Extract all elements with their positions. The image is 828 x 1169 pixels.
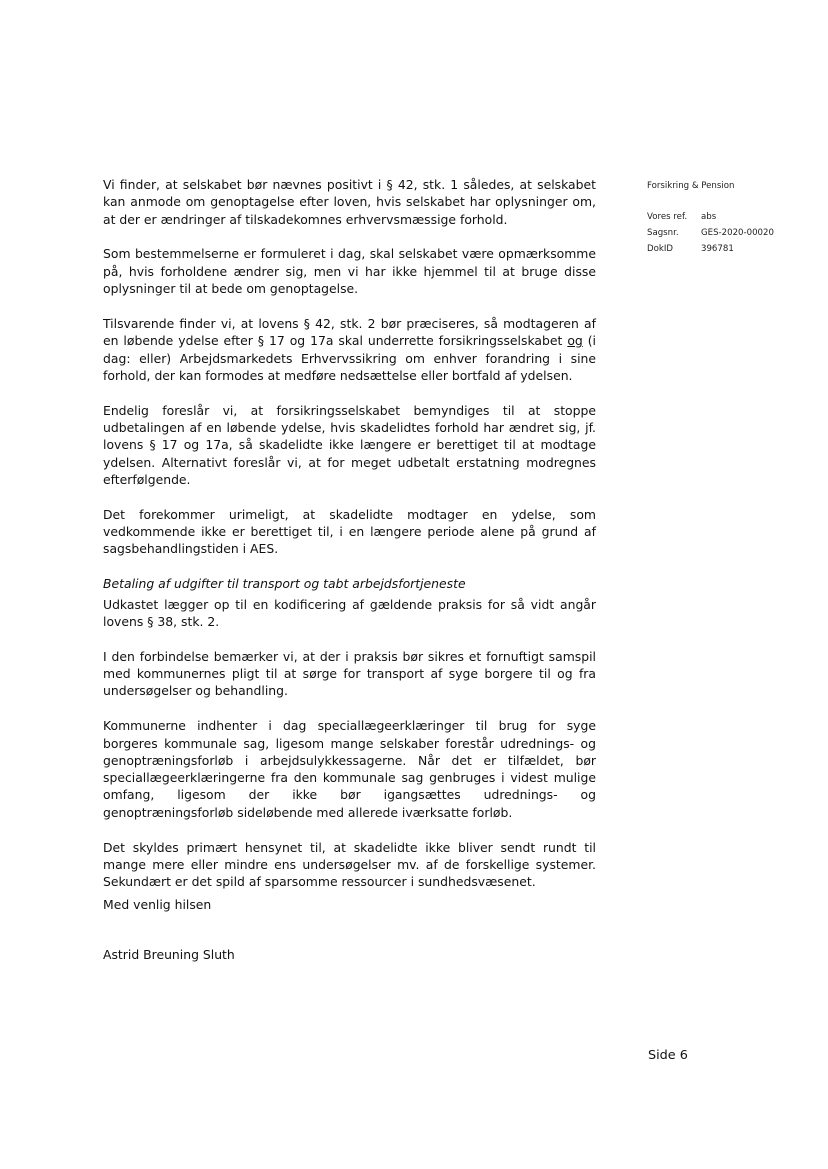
signature-name: Astrid Breuning Sluth (103, 947, 235, 962)
paragraph: Vi finder, at selskabet bør nævnes positivt i § 42, stk. 1 således, at selskabet kan anmode om genoptagelse efter loven, hvis selskabet har oplysninger om, at der er ændringer af tilskadekomnes erhvervsmæssige forhold. (103, 177, 596, 227)
organization-name: Forsikring & Pension (647, 181, 735, 191)
letter-body (103, 176, 596, 891)
meta-value: GES-2020-00020 (701, 228, 774, 238)
paragraph-text: (i dag: eller) Arbejdsmarkedets Erhvervssikring om enhver forandring i sine forhold, der kan formodes at medføre nedsættelse eller bortfald af ydelsen. (103, 333, 596, 383)
paragraph: Det forekommer urimeligt, at skadelidte modtager en ydelse, som vedkommende ikke er berettiget til, i en længere periode alene på grund af sagsbehandlingstiden i AES. (103, 506, 596, 557)
page-number: Side 6 (648, 1048, 688, 1063)
paragraph: Som bestemmelserne er formuleret i dag, skal selskabet være opmærksomme på, hvis forholdene ændrer sig, men vi har ikke hjemmel til at bruge disse oplysninger til at bede om genoptagelse. (103, 246, 596, 297)
section-heading: Betaling af udgifter til transport og tabt arbejdsfortjeneste (103, 576, 466, 592)
paragraph: Udkastet lægger op til en kodificering af gældende praksis for så vidt angår lovens § 38, stk. 2. (103, 596, 596, 629)
meta-key: Vores ref. (647, 212, 688, 222)
meta-case-number (647, 225, 817, 241)
paragraph: Det skyldes primært hensynet til, at skadelidte ikke bliver sendt rundt til mange mere eller mindre ens undersøgelser mv. af de forskellige systemer. Sekundært er det spild af sparsomme ressourcer i sundhedsvæsenet. (103, 839, 596, 890)
meta-key: Sagsnr. (647, 228, 679, 238)
paragraph (103, 315, 596, 384)
paragraph: Kommunerne indhenter i dag speciallægeerklæringer til brug for syge borgeres kommunale sag, ligesom mange selskaber forestår udrednings- og genoptræningsforløb i arbejdsulykkessagerne. Når det er tilfældet, bør speciallægeerklæringerne fra den kommunale sag genbruges i videst mulige omfang, ligesom der ikke bør igangsættes udrednings- og genoptræningsforløb sideløbende med allerede iværksatte forløb. (103, 718, 596, 820)
meta-reference (647, 209, 817, 225)
document-metadata (647, 178, 817, 257)
paragraph: I den forbindelse bemærker vi, at der i praksis bør sikres et fornuftigt samspil med kommunernes pligt til at sørge for transport af syge borgere til og fra undersøgelser og behandling. (103, 648, 596, 699)
paragraph: Endelig foreslår vi, at forsikringsselskabet bemyndiges til at stoppe udbetalingen af en løbende ydelse, hvis skadelidtes forhold har ændret sig, jf. lovens § 17 og 17a, så skadelidte ikke længere er berettiget til at modtage ydelsen. Alternativt foreslår vi, at for meget udbetalt erstatning modregnes efterfølgende. (103, 402, 596, 487)
meta-value: 396781 (701, 244, 734, 254)
meta-key: DokID (647, 244, 674, 254)
meta-document-id (647, 241, 817, 257)
meta-value: abs (701, 212, 717, 222)
paragraph-text: Tilsvarende finder vi, at lovens § 42, stk. 2 bør præciseres, så modtageren af en løbende ydelse efter § 17 og 17a skal underrette forsikringsselskabet (103, 315, 596, 349)
closing-salutation: Med venlig hilsen (103, 897, 212, 912)
underlined-word: og (567, 333, 583, 349)
